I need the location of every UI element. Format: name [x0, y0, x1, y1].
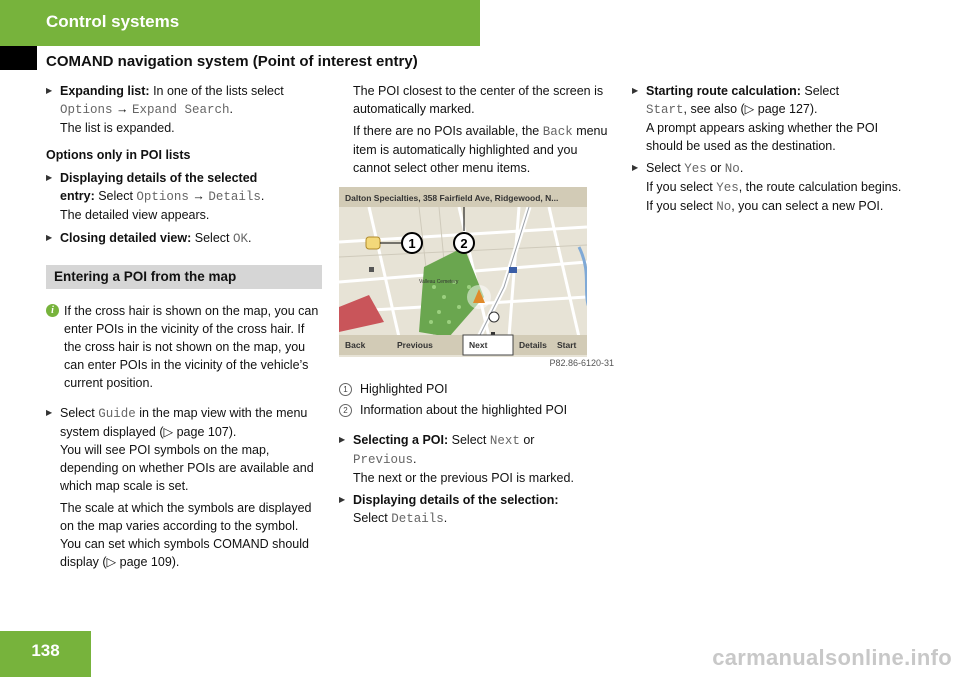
- symbols-note: You can set which symbols COMAND should display (▷ page 109).: [60, 537, 309, 569]
- column-1: [46, 82, 322, 571]
- header-marker: [0, 46, 37, 70]
- section-title: Control systems: [46, 12, 180, 31]
- figure-code: P82.86-6120-31: [549, 358, 614, 368]
- poi-marked-text: The POI closest to the center of the screen is automatically marked.: [353, 84, 604, 116]
- column-3: [632, 82, 908, 216]
- select-poi-step: ▶ Selecting a POI: Select Next or Previous. The next or the previous POI is marked.: [339, 431, 615, 487]
- map-screenshot: [339, 187, 587, 357]
- menu-next-button[interactable]: Next: [469, 340, 488, 350]
- info-icon: i: [46, 304, 59, 317]
- display-details-step: ▶ Displaying details of the selected entry: Select Options → Details. The detailed view appears.: [46, 169, 322, 224]
- poi-icon: [366, 237, 380, 249]
- svg-text:1: 1: [408, 236, 416, 251]
- legend-item-2: 2 Information about the highlighted POI: [339, 401, 615, 419]
- legend-item-1: 1 Highlighted POI: [339, 380, 615, 398]
- section-heading: Entering a POI from the map: [46, 265, 322, 289]
- menu-previous-button[interactable]: Previous: [397, 340, 433, 350]
- page-number: 138: [0, 631, 91, 677]
- select-guide-step: ▶ Select Guide in the map view with the menu system displayed (▷ page 107). You will see POI symbols on the map, depending on whether POIs are available and which map scale is set.: [46, 404, 322, 495]
- no-poi-text: If there are no POIs available, the Back menu item is automatically highlighted and you cannot select other menu items.: [353, 124, 608, 175]
- vehicle-icon: [509, 267, 517, 273]
- options-heading: Options only in POI lists: [46, 148, 191, 162]
- start-route-step: ▶ Starting route calculation: Select Start, see also (▷ page 127). A prompt appears asking whether the POI should be used as the destination.: [632, 82, 908, 155]
- menu-details-button[interactable]: Details: [519, 340, 547, 350]
- svg-text:2: 2: [460, 236, 468, 251]
- info-poi-icon: [489, 312, 499, 322]
- map-figure: [339, 187, 614, 372]
- menu-start-button[interactable]: Start: [557, 340, 577, 350]
- address-bar: Dalton Specialties, 358 Fairfield Ave, Ridgewood, N...: [345, 193, 559, 203]
- scale-note: The scale at which the symbols are displayed on the map varies according to the symbol.: [60, 501, 312, 533]
- display-selection-step: ▶ Displaying details of the selection: Select Details.: [339, 491, 615, 528]
- expanding-list-step: ▶ Expanding list: In one of the lists select Options → Expand Search. The list is expanded.: [46, 82, 322, 137]
- watermark: carmanualsonline.info: [712, 645, 952, 670]
- poi-marker-icon: [369, 267, 374, 272]
- column-2: [339, 82, 615, 528]
- menu-back-button[interactable]: Back: [345, 340, 366, 350]
- cemetery-label: Valleau Cemetery: [419, 279, 459, 285]
- close-details-step: ▶ Closing detailed view: Select OK.: [46, 229, 322, 248]
- confirm-step: ▶ Select Yes or No. If you select Yes, the route calculation begins. If you select No, you can select a new POI.: [632, 159, 908, 216]
- info-note: i If the cross hair is shown on the map, you can enter POIs in the vicinity of the cross hair. If the cross hair is not shown on the map, you can enter POIs in the vicinity of the vehicle’s current position.: [46, 302, 322, 392]
- page-subtitle: COMAND navigation system (Point of interest entry): [46, 53, 418, 70]
